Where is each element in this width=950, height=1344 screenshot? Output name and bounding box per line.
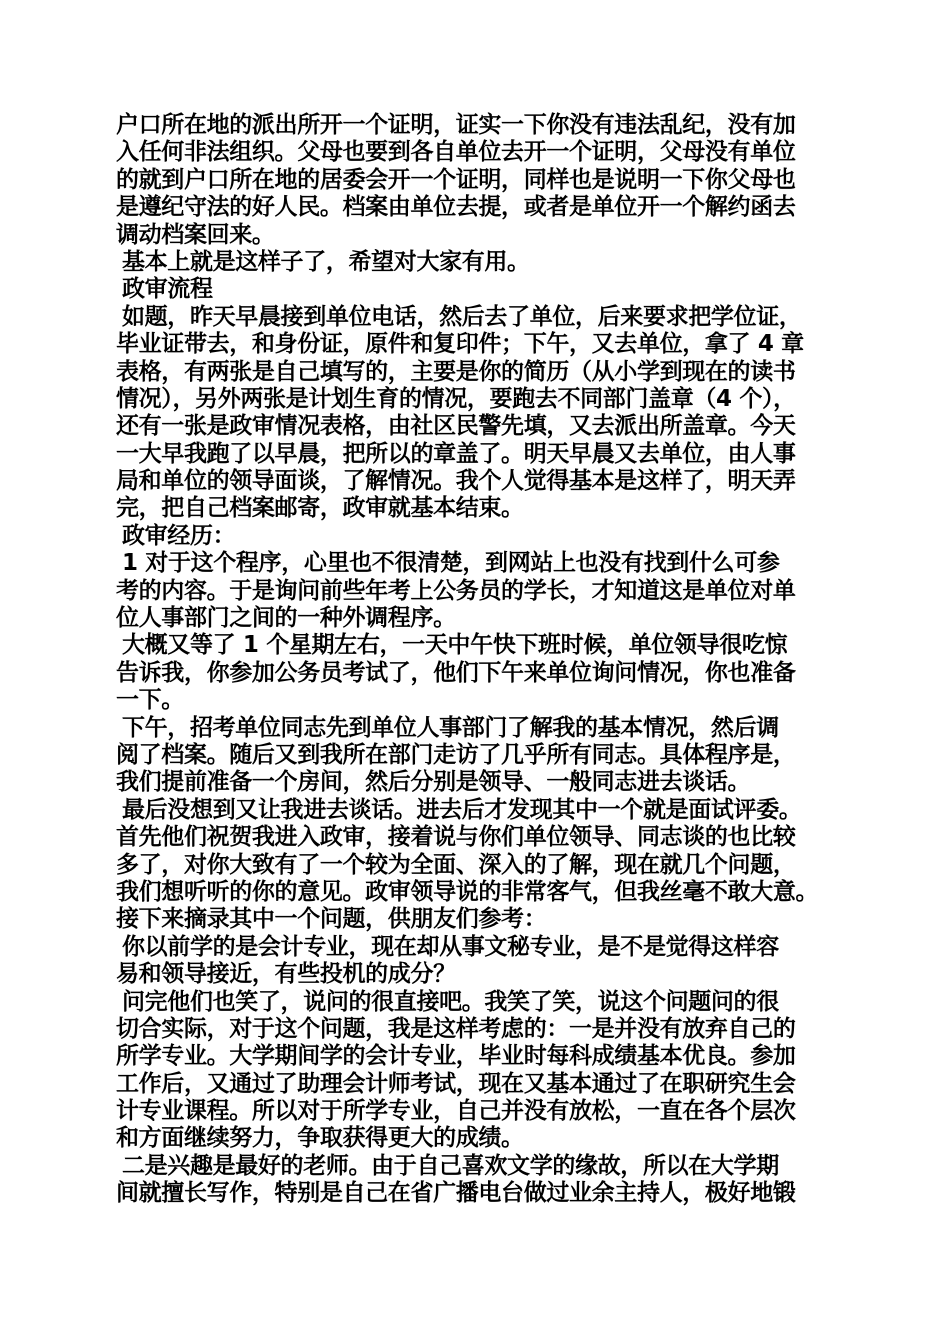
- text-line: 我们提前准备一个房间，然后分别是领导、一般同志进去谈话。: [116, 769, 751, 796]
- text-line: 基本上就是这样子了，希望对大家有用。: [122, 248, 530, 275]
- text-line: 计专业课程。所以对于所学专业，自己并没有放松，一直在各个层次: [116, 1098, 796, 1125]
- text-line: 考的内容。于是询问前些年考上公务员的学长，才知道这是单位对单: [116, 577, 796, 604]
- text-line: 情况），另外两张是计划生育的情况，要跑去不同部门盖章（4 个），: [116, 385, 796, 412]
- text-line: 完，把自己档案邮寄，政审就基本结束。: [116, 495, 524, 522]
- text-line: 阅了档案。随后又到我所在部门走访了几乎所有同志。具体程序是，: [116, 741, 796, 768]
- text-line: 政审流程: [122, 276, 213, 303]
- text-line: 一下。: [116, 687, 184, 714]
- document-body: [116, 112, 851, 1208]
- text-line: 大概又等了 1 个星期左右，一天中午快下班时候，单位领导很吃惊: [122, 632, 788, 659]
- text-line: 入任何非法组织。父母也要到各自单位去开一个证明，父母没有单位: [116, 139, 796, 166]
- text-line: 是遵纪守法的好人民。档案由单位去提，或者是单位开一个解约函去: [116, 194, 796, 221]
- text-line: 下午，招考单位同志先到单位人事部门了解我的基本情况，然后调: [122, 714, 779, 741]
- text-line: 还有一张是政审情况表格，由社区民警先填，又去派出所盖章。今天: [116, 413, 796, 440]
- text-line: 我们想听听的你的意见。政审领导说的非常客气，但我丝毫不敢大意。: [116, 878, 819, 905]
- text-line: 所学专业。大学期间学的会计专业，毕业时每科成绩基本优良。参加: [116, 1043, 796, 1070]
- text-line: 毕业证带去，和身份证，原件和复印件；下午，又去单位，拿了 4 章: [116, 331, 804, 358]
- text-line: 二是兴趣是最好的老师。由于自己喜欢文学的缘故，所以在大学期: [122, 1152, 779, 1179]
- text-line: 和方面继续努力，争取获得更大的成绩。: [116, 1125, 524, 1152]
- text-line: 工作后，又通过了助理会计师考试，现在又基本通过了在职研究生会: [116, 1070, 796, 1097]
- text-line: 如题，昨天早晨接到单位电话，然后去了单位，后来要求把学位证，: [122, 303, 802, 330]
- text-line: 局和单位的领导面谈，了解情况。我个人觉得基本是这样了，明天弄: [116, 468, 796, 495]
- text-line: 户口所在地的派出所开一个证明，证实一下你没有违法乱纪，没有加: [116, 112, 796, 138]
- text-line: 政审经历：: [122, 522, 236, 549]
- text-line: 一大早我跑了以早晨，把所以的章盖了。明天早晨又去单位，由人事: [116, 440, 796, 467]
- text-line: 间就擅长写作，特别是自己在省广播电台做过业余主持人，极好地锻: [116, 1180, 796, 1207]
- text-line: 调动档案回来。: [116, 221, 275, 248]
- text-line: 最后没想到又让我进去谈话。进去后才发现其中一个就是面试评委。: [122, 796, 802, 823]
- text-line: 1 对于这个程序，心里也不很清楚，到网站上也没有找到什么可参: [122, 550, 780, 577]
- text-line: 告诉我，你参加公务员考试了，他们下午来单位询问情况，你也准备: [116, 659, 796, 686]
- text-line: 表格，有两张是自己填写的，主要是你的简历（从小学到现在的读书: [116, 358, 796, 385]
- text-line: 的就到户口所在地的居委会开一个证明，同样也是说明一下你父母也: [116, 166, 796, 193]
- text-line: 易和领导接近，有些投机的成分？: [116, 961, 456, 988]
- text-line: 多了，对你大致有了一个较为全面、深入的了解，现在就几个问题，: [116, 851, 796, 878]
- text-line: 位人事部门之间的一种外调程序。: [116, 605, 456, 632]
- text-line: 切合实际，对于这个问题，我是这样考虑的：一是并没有放弃自己的: [116, 1015, 796, 1042]
- text-line: 首先他们祝贺我进入政审，接着说与你们单位领导、同志谈的也比较: [116, 824, 796, 851]
- text-line: 接下来摘录其中一个问题，供朋友们参考：: [116, 906, 547, 933]
- text-line: 你以前学的是会计专业，现在却从事文秘专业，是不是觉得这样容: [122, 933, 779, 960]
- text-line: 问完他们也笑了，说问的很直接吧。我笑了笑，说这个问题问的很: [122, 988, 779, 1015]
